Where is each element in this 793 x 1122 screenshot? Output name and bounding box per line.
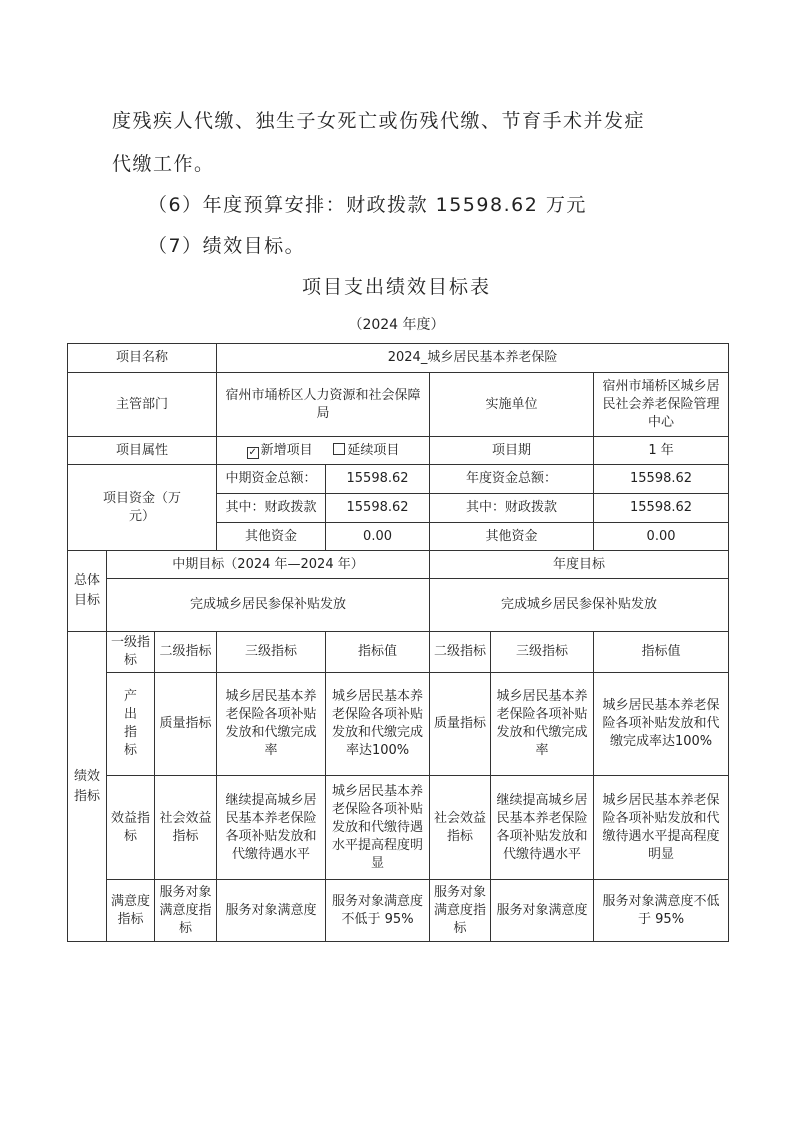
table-subtitle: （2024 年度） — [348, 317, 445, 333]
benefit-value: 城乡居民基本养老保险各项补贴发放和代缴待遇水平提高程度明显 — [326, 776, 430, 880]
dept: 宿州市埇桥区人力资源和社会保障局 — [217, 373, 430, 437]
attr-options — [217, 437, 430, 465]
impl-label: 实施单位 — [430, 373, 594, 437]
satisfaction-value-year: 服务对象满意度不低于 95% — [594, 880, 729, 942]
social-benefit-label: 社会效益指标 — [155, 776, 217, 880]
impl: 宿州市埇桥区城乡居民社会养老保险管理中心 — [594, 373, 729, 437]
body-line-2: 代缴工作。 — [112, 153, 215, 175]
completion-value: 城乡居民基本养老保险各项补贴发放和代缴完成率达100% — [326, 673, 430, 776]
satisfaction-value: 服务对象满意度不低于 95% — [326, 880, 430, 942]
attr-new-label: 新增项目 — [260, 442, 313, 458]
header-lv2-year: 二级指标 — [430, 632, 491, 673]
body-line-goal: （7）绩效目标。 — [148, 235, 306, 257]
year-total-label: 年度资金总额： — [430, 465, 594, 494]
table-title: 项目支出绩效目标表 — [301, 276, 491, 298]
checkbox-new-checked[interactable]: ✓ — [248, 446, 257, 458]
header-lv3-year: 三级指标 — [491, 632, 594, 673]
performance-table — [67, 343, 729, 942]
project-name: 2024_城乡居民基本养老保险 — [217, 344, 729, 373]
satisfaction-indicator-year: 服务对象满意度 — [491, 880, 594, 942]
mid-goal: 完成城乡居民参保补贴发放 — [107, 579, 430, 632]
mid-fiscal: 15598.62 — [326, 494, 430, 523]
attr-label: 项目属性 — [68, 437, 217, 465]
social-benefit-label-year: 社会效益指标 — [430, 776, 491, 880]
mid-total-label: 中期资金总额： — [217, 465, 326, 494]
period-label: 项目期 — [430, 437, 594, 465]
mid-other: 0.00 — [326, 523, 430, 551]
satisfaction-indicator: 服务对象满意度 — [217, 880, 326, 942]
mid-total: 15598.62 — [326, 465, 430, 494]
year-fiscal-label: 其中：财政拨款 — [430, 494, 594, 523]
fund-label: 项目资金（万元） — [68, 465, 217, 551]
dept-label: 主管部门 — [68, 373, 217, 437]
year-other-label: 其他资金 — [430, 523, 594, 551]
satisfaction-indicator-label: 满意度指标 — [107, 880, 155, 942]
output-indicator-label: 产出指标 — [107, 673, 155, 776]
mid-goal-label: 中期目标（2024 年—2024 年） — [107, 551, 430, 579]
year-total: 15598.62 — [594, 465, 729, 494]
header-value: 指标值 — [326, 632, 430, 673]
quality-indicator-label: 质量指标 — [155, 673, 217, 776]
service-satisfaction-label: 服务对象满意度指标 — [155, 880, 217, 942]
header-lv1: 一级指标 — [107, 632, 155, 673]
year-goal: 完成城乡居民参保补贴发放 — [430, 579, 729, 632]
header-value-year: 指标值 — [594, 632, 729, 673]
body-line-budget: （6）年度预算安排：财政拨款 15598.62 万元 — [148, 194, 587, 216]
benefit-value-year: 城乡居民基本养老保险各项补贴发放和代缴待遇水平提高程度明显 — [594, 776, 729, 880]
year-other: 0.00 — [594, 523, 729, 551]
completion-indicator-year: 城乡居民基本养老保险各项补贴发放和代缴完成率 — [491, 673, 594, 776]
benefit-indicator-label: 效益指标 — [107, 776, 155, 880]
perf-label: 绩效指标 — [68, 632, 107, 942]
period: 1 年 — [594, 437, 729, 465]
checkbox-continue[interactable] — [333, 443, 345, 455]
attr-continue-label: 延续项目 — [347, 442, 400, 458]
mid-other-label: 其他资金 — [217, 523, 326, 551]
header-lv2: 二级指标 — [155, 632, 217, 673]
year-fiscal: 15598.62 — [594, 494, 729, 523]
body-line-1: 度残疾人代缴、独生子女死亡或伤残代缴、节育手术并发症 — [112, 110, 646, 132]
quality-indicator-label-year: 质量指标 — [430, 673, 491, 776]
benefit-indicator: 继续提高城乡居民基本养老保险各项补贴发放和代缴待遇水平 — [217, 776, 326, 880]
completion-value-year: 城乡居民基本养老保险各项补贴发放和代缴完成率达100% — [594, 673, 729, 776]
mid-fiscal-label: 其中：财政拨款 — [217, 494, 326, 523]
completion-indicator: 城乡居民基本养老保险各项补贴发放和代缴完成率 — [217, 673, 326, 776]
year-goal-label: 年度目标 — [430, 551, 729, 579]
overall-label: 总体目标 — [68, 551, 107, 632]
benefit-indicator-year: 继续提高城乡居民基本养老保险各项补贴发放和代缴待遇水平 — [491, 776, 594, 880]
project-name-label: 项目名称 — [68, 344, 217, 373]
header-lv3: 三级指标 — [217, 632, 326, 673]
service-satisfaction-label-year: 服务对象满意度指标 — [430, 880, 491, 942]
